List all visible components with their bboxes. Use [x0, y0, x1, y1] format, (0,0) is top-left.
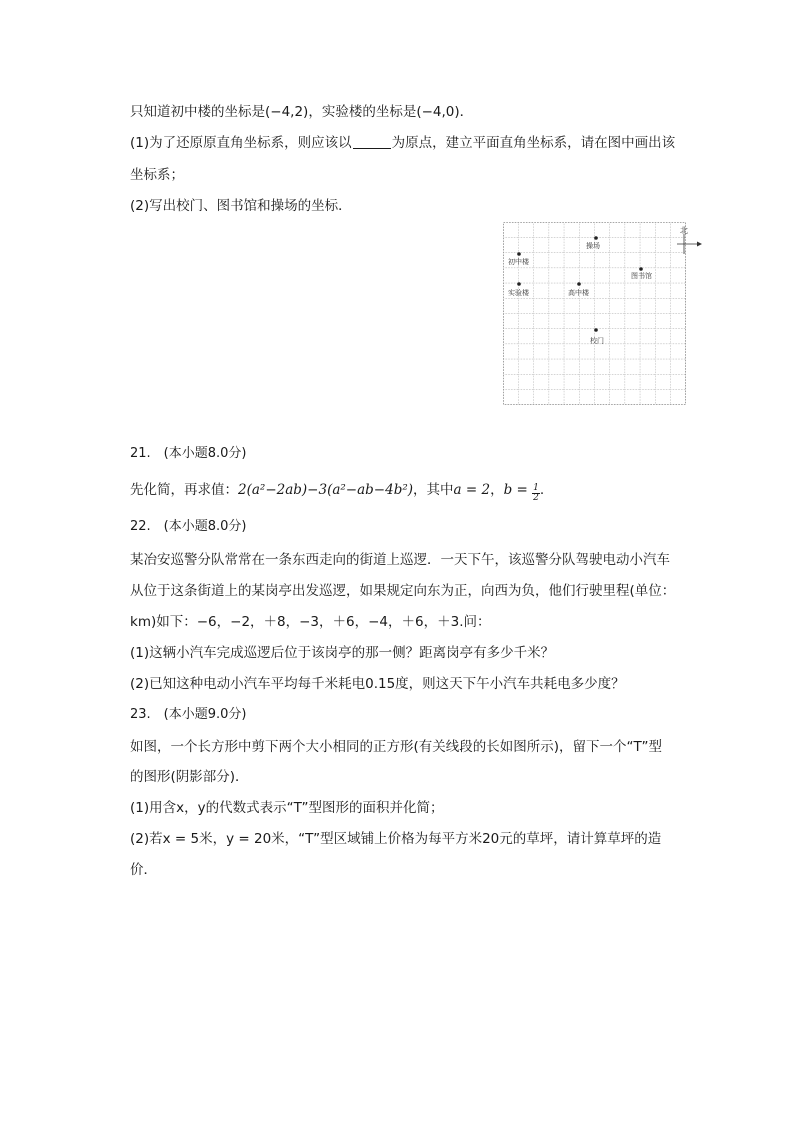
p22-line-2: 从位于这条街道上的某岗亭出发巡逻，如果规定向东为正，向西为负，他们行驶里程(单位：: [130, 583, 676, 599]
lab-building-label: 实验楼: [508, 289, 529, 297]
p22-question-1: (1)这辆小汽车完成巡逻后位于该岗亭的那一侧？距离岗亭有多少千米？: [130, 645, 555, 661]
p20-q1-part-a: (1)为了还原原直角坐标系，则应该以: [130, 135, 352, 151]
answer-blank[interactable]: [353, 134, 391, 149]
p22-question-2: (2)已知这种电动小汽车平均每千米耗电0.15度，则这天下午小汽车共耗电多少度？: [130, 676, 625, 692]
p21-condition-b: b =: [503, 482, 528, 498]
senior-building-dot: [577, 282, 581, 286]
p20-q1-continued: 坐标系；: [130, 167, 184, 183]
p22-heading: 22. (本小题8.0分): [130, 519, 247, 534]
p23-heading: 23. (本小题9.0分): [130, 707, 247, 722]
p23-question-2-continued: 价．: [130, 862, 157, 878]
p20-question-2: (2)写出校门、图书馆和操场的坐标．: [130, 198, 352, 214]
p22-line-1: 某冶安巡警分队常常在一条东西走向的街道上巡逻．一天下午，该巡警分队驾驶电动小汽车: [130, 552, 670, 568]
senior-building-label: 高中楼: [568, 289, 589, 297]
p21-condition-a: a = 2: [453, 482, 491, 498]
school-gate-label: 校门: [590, 337, 604, 345]
p21-text: [130, 480, 544, 503]
p20-question-1: [130, 133, 675, 153]
p20-q1-part-b: 为原点，建立平面直角坐标系，请在图中画出该: [391, 135, 676, 151]
p21-text-b: ，其中: [413, 482, 454, 498]
library-dot: [639, 267, 643, 271]
p21-period: .: [539, 482, 545, 498]
lab-building-dot: [517, 282, 521, 286]
p22-line-3: km)如下：−6，−2，＋8，−3，＋6，−4，＋6，＋3.问：: [130, 614, 491, 630]
p23-line-1: 如图，一个长方形中剪下两个大小相同的正方形(有关线段的长如图所示)，留下一个“T”型: [130, 739, 662, 755]
p20-known-coords: 只知道初中楼的坐标是(−4,2)，实验楼的坐标是(−4,0)．: [130, 104, 474, 120]
playground-dot: [594, 236, 598, 240]
p23-question-2: (2)若x = 5米，y = 20米，“T”型区域铺上价格为每平方米20元的草坪，请计算草坪的造: [130, 831, 662, 847]
fraction-denominator: 2: [533, 493, 539, 503]
junior-building-dot: [517, 252, 521, 256]
p23-line-2: 的图形(阴影部分)．: [130, 769, 249, 785]
p23-question-1: (1)用含x，y的代数式表示“T”型图形的面积并化简；: [130, 800, 444, 816]
playground-label: 操场: [586, 242, 600, 250]
library-label: 图书馆: [631, 272, 652, 280]
campus-grid-map: [503, 222, 719, 408]
school-gate-dot: [594, 328, 598, 332]
p21-heading: 21. (本小题8.0分): [130, 446, 247, 461]
p21-text-a: 先化简，再求值：: [130, 482, 238, 498]
p21-comma: ，: [490, 482, 504, 498]
fraction-numerator: 1: [533, 483, 539, 493]
fraction-one-half: [532, 484, 540, 503]
north-label: 北: [680, 226, 688, 235]
junior-building-label: 初中楼: [508, 258, 529, 266]
p21-expression: 2(a²−2ab)−3(a²−ab−4b²): [238, 482, 414, 498]
